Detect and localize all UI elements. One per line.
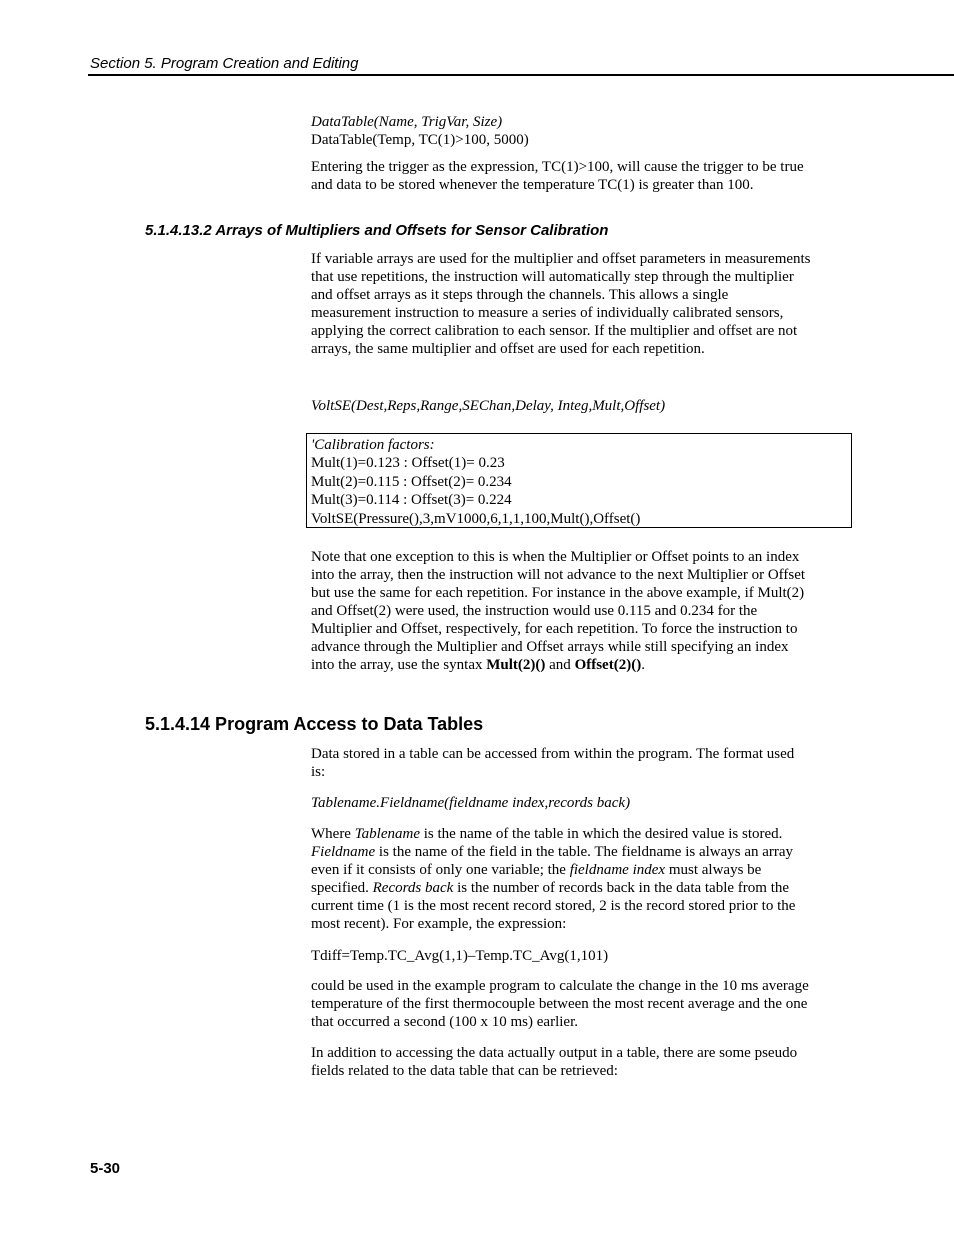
arrays-note: Note that one exception to this is when the Multiplier or Offset points to an index into the array, then the instruction will not advance to the next Multiplier or Offset but use the same for each repetition. For instance in the above example, if Mult(2) and Offset(2) were used, the instruction would use 0.115 and 0.234 for the Multiplier and Offset, respectively, for each repetition. To force the instruction to advance through the Multiplier and Offset arrays while still specifying an index into the array, use the syntax Mult(2)() and Offset(2)().	[311, 549, 806, 673]
arrays-intro: If variable arrays are used for the multiplier and offset parameters in measurements that use repetitions, the instruction will automatically step through the multiplier and offset arrays as it steps through the channels. This allows a single measurement instruction to measure a series of individually calibrated sensors, applying the correct calibration to each sensor. If the multiplier and offset are not arrays, the same multiplier and offset are used for each repetition.	[311, 251, 811, 357]
tdiff-explanation: could be used in the example program to calculate the change in the 10 ms average temperature of the first thermocouple between the most recent average and the one that occurred a second (100 x 10 ms) earlier.	[311, 978, 809, 1030]
datatable-syntax: DataTable(Name, TrigVar, Size)	[311, 114, 503, 130]
pseudo-fields-paragraph: In addition to accessing the data actually output in a table, there are some pseudo fields related to the data table that can be retrieved:	[311, 1045, 798, 1079]
code-comment: 'Calibration factors:	[311, 437, 435, 453]
program-access-heading: 5.1.4.14 Program Access to Data Tables	[145, 714, 484, 734]
datatable-example: DataTable(Temp, TC(1)>100, 5000)	[311, 132, 529, 148]
trigger-explanation: Entering the trigger as the expression, TC(1)>100, will cause the trigger to be true and data to be stored whenever the temperature TC(1) is greater than 100.	[311, 159, 804, 193]
arrays-subheading: 5.1.4.13.2 Arrays of Multipliers and Offsets for Sensor Calibration	[145, 222, 609, 239]
code-line: Mult(1)=0.123 : Offset(1)= 0.23	[311, 455, 505, 472]
code-line: VoltSE(Pressure(),3,mV1000,6,1,1,100,Mult(),Offset()	[311, 510, 641, 527]
code-line: Mult(3)=0.114 : Offset(3)= 0.224	[311, 492, 512, 509]
calibration-code-box	[306, 433, 852, 528]
running-header: Section 5. Program Creation and Editing	[90, 55, 359, 72]
program-access-intro: Data stored in a table can be accessed from within the program. The format used is:	[311, 746, 795, 780]
trigger-syntax	[311, 113, 811, 149]
code-line: Mult(2)=0.115 : Offset(2)= 0.234	[311, 473, 512, 490]
header-rule	[88, 74, 954, 76]
page-number: 5-30	[90, 1160, 121, 1177]
tablename-syntax: Tablename.Fieldname(fieldname index,records back)	[311, 795, 631, 811]
tdiff-expression: Tdiff=Temp.TC_Avg(1,1)–Temp.TC_Avg(1,101)	[311, 948, 609, 964]
where-paragraph: Where Tablename is the name of the table in which the desired value is stored. Fieldname is the name of the field in the table. The fieldname is always an array even if it consists of only one variable; the fieldname index must always be specified. Records back is the number of records back in the data table from the current time (1 is the most recent record stored, 2 is the record stored prior to the most recent). For example, the expression:	[311, 826, 796, 932]
voltse-syntax: VoltSE(Dest,Reps,Range,SEChan,Delay, Integ,Mult,Offset)	[311, 398, 666, 414]
